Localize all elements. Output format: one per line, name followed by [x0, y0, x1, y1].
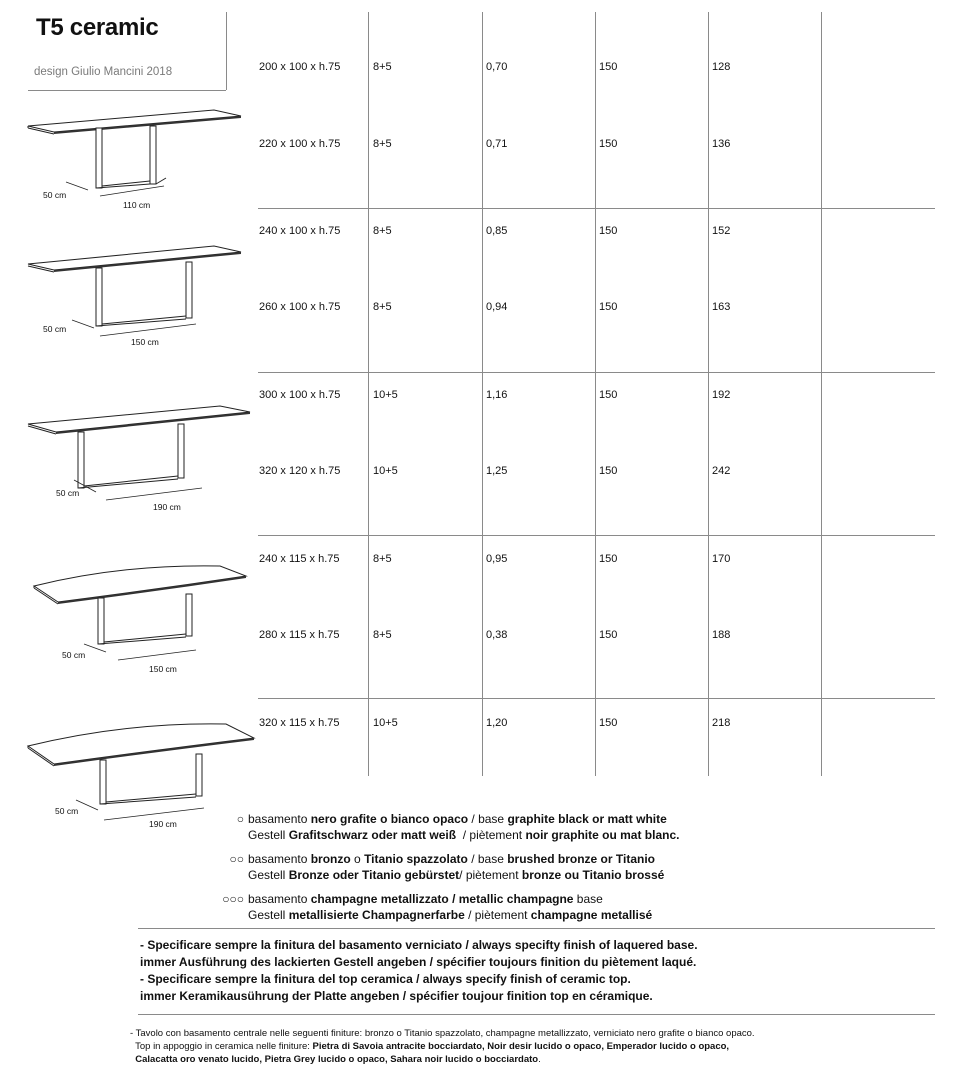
- legend-line: [248, 892, 603, 906]
- depth-label: 50 cm: [43, 324, 67, 334]
- cell-weight: 188: [712, 629, 731, 641]
- emphasis-text: Bronze oder Titanio gebürstet: [288, 868, 460, 882]
- depth-label: 50 cm: [43, 190, 67, 200]
- cell-volume: 1,20: [486, 717, 508, 729]
- base-length-label: 150 cm: [149, 664, 177, 674]
- cell-weight: 163: [712, 301, 731, 313]
- cell-base: 150: [599, 225, 618, 237]
- plain-text: Gestell: [248, 868, 289, 882]
- table-column-divider: [595, 12, 596, 776]
- cell-size: 300 x 100 x h.75: [259, 389, 341, 401]
- emphasis-text: bronze ou Titanio brossé: [521, 868, 665, 882]
- cell-weight: 136: [712, 138, 731, 150]
- cell-seats: 8+5: [373, 629, 392, 641]
- legend-line: [248, 852, 655, 866]
- table-column-divider: [482, 12, 483, 776]
- cell-volume: 0,38: [486, 629, 508, 641]
- plain-text: / base: [467, 852, 508, 866]
- fine-print-line: [130, 1041, 729, 1052]
- cell-base: 150: [599, 389, 618, 401]
- emphasis-text: Pietra di Savoia antracite bocciardato, Noir desir lucido o opaco, Emperador lucido o opaco,: [312, 1041, 730, 1052]
- emphasis-text: noir graphite ou mat blanc.: [525, 828, 680, 842]
- cell-volume: 0,95: [486, 553, 508, 565]
- legend-symbol-2: ○○: [229, 852, 244, 866]
- cell-volume: 0,85: [486, 225, 508, 237]
- cell-base: 150: [599, 138, 618, 150]
- plain-text: basamento: [248, 892, 311, 906]
- legend-symbol-1: ○: [236, 812, 244, 826]
- cell-seats: 10+5: [373, 717, 398, 729]
- plain-text: Gestell: [248, 908, 289, 922]
- cell-base: 150: [599, 301, 618, 313]
- depth-label: 50 cm: [62, 650, 86, 660]
- table-group-divider: [258, 208, 935, 209]
- emphasis-text: Titanio spazzolato: [364, 852, 468, 866]
- plain-text: Top in appoggio in ceramica nelle finiture:: [130, 1041, 313, 1052]
- table-column-divider: [368, 12, 369, 776]
- cell-size: 320 x 115 x h.75: [259, 717, 340, 729]
- base-length-label: 110 cm: [123, 200, 151, 210]
- table-column-divider: [821, 12, 822, 776]
- legend-line: [248, 812, 667, 826]
- emphasis-text: Grafitschwarz oder matt weiß: [288, 828, 457, 842]
- legend-line: [248, 908, 652, 922]
- cell-seats: 8+5: [373, 138, 392, 150]
- plain-text: / base: [468, 812, 508, 826]
- cell-weight: 192: [712, 389, 731, 401]
- designer-credit: design Giulio Mancini 2018: [34, 66, 173, 78]
- emphasis-text: Calacatta oro venato lucido, Pietra Grey lucido o opaco, Sahara noir lucido o bocciardato: [130, 1054, 539, 1065]
- cell-size: 260 x 100 x h.75: [259, 301, 341, 313]
- note-line: - Specificare sempre la finitura del top ceramica / always specify finish of ceramic top.: [140, 972, 631, 986]
- plain-text: Gestell: [248, 828, 289, 842]
- cell-size: 200 x 100 x h.75: [259, 61, 341, 73]
- note-line: immer Ausführung des lackierten Gestell angeben / spécifier toujours finition du piètement laqué.: [140, 955, 697, 969]
- table-group-divider: [258, 535, 935, 536]
- notes-divider: [138, 928, 935, 929]
- cell-size: 240 x 115 x h.75: [259, 553, 340, 565]
- cell-size: 320 x 120 x h.75: [259, 465, 341, 477]
- emphasis-text: metallisierte Champagnerfarbe: [288, 908, 465, 922]
- emphasis-text: brushed bronze or Titanio: [507, 852, 656, 866]
- plain-text: basamento: [248, 812, 311, 826]
- cell-weight: 152: [712, 225, 731, 237]
- fine-print-divider: [138, 1014, 935, 1015]
- cell-volume: 0,70: [486, 61, 508, 73]
- plain-text: .: [538, 1054, 541, 1065]
- base-length-label: 190 cm: [153, 502, 181, 512]
- emphasis-text: graphite black or matt white: [507, 812, 667, 826]
- cell-seats: 10+5: [373, 389, 398, 401]
- legend-symbol-3: ○○○: [222, 892, 244, 906]
- cell-size: 220 x 100 x h.75: [259, 138, 341, 150]
- emphasis-text: bronzo: [310, 852, 351, 866]
- plain-text: o: [350, 852, 365, 866]
- page-title: T5 ceramic: [36, 14, 159, 41]
- table-column-divider: [708, 12, 709, 776]
- cell-seats: 8+5: [373, 553, 392, 565]
- cell-base: 150: [599, 465, 618, 477]
- title-box-border-bottom: [28, 90, 226, 91]
- cell-seats: 10+5: [373, 465, 398, 477]
- depth-label: 50 cm: [55, 806, 79, 816]
- emphasis-text: champagne metallisé: [530, 908, 653, 922]
- cell-base: 150: [599, 61, 618, 73]
- base-length-label: 150 cm: [131, 337, 159, 347]
- cell-base: 150: [599, 717, 618, 729]
- legend-line: [248, 868, 664, 882]
- note-line: - Specificare sempre la finitura del basamento verniciato / always specifty finish of laquered base.: [140, 938, 698, 952]
- depth-label: 50 cm: [56, 488, 80, 498]
- cell-weight: 170: [712, 553, 731, 565]
- plain-text: - Tavolo con basamento centrale nelle seguenti finiture: bronzo o Titanio spazzolato, champagne metallizzato, verniciato nero grafite o bianco opaco.: [130, 1028, 755, 1039]
- plain-text: / piètement: [464, 908, 531, 922]
- table-group-divider: [258, 372, 935, 373]
- fine-print-line: [130, 1028, 755, 1039]
- cell-size: 280 x 115 x h.75: [259, 629, 340, 641]
- plain-text: / piètement: [456, 828, 526, 842]
- cell-seats: 8+5: [373, 225, 392, 237]
- emphasis-text: champagne metallizzato / metallic champagne: [310, 892, 574, 906]
- plain-text: base: [573, 892, 603, 906]
- plain-text: basamento: [248, 852, 311, 866]
- fine-print-line: [130, 1054, 541, 1065]
- cell-weight: 218: [712, 717, 731, 729]
- cell-base: 150: [599, 553, 618, 565]
- base-length-label: 190 cm: [149, 819, 177, 829]
- cell-volume: 0,71: [486, 138, 508, 150]
- table-group-divider: [258, 698, 935, 699]
- legend-line: [248, 828, 679, 842]
- cell-base: 150: [599, 629, 618, 641]
- title-box-border-right: [226, 12, 227, 90]
- plain-text: / piètement: [459, 868, 522, 882]
- note-line: immer Keramikausührung der Platte angeben / spécifier toujour finition top en céramique.: [140, 989, 653, 1003]
- cell-seats: 8+5: [373, 61, 392, 73]
- cell-seats: 8+5: [373, 301, 392, 313]
- cell-volume: 1,25: [486, 465, 508, 477]
- cell-volume: 1,16: [486, 389, 508, 401]
- cell-size: 240 x 100 x h.75: [259, 225, 341, 237]
- cell-weight: 128: [712, 61, 731, 73]
- emphasis-text: nero grafite o bianco opaco: [310, 812, 469, 826]
- cell-volume: 0,94: [486, 301, 508, 313]
- cell-weight: 242: [712, 465, 731, 477]
